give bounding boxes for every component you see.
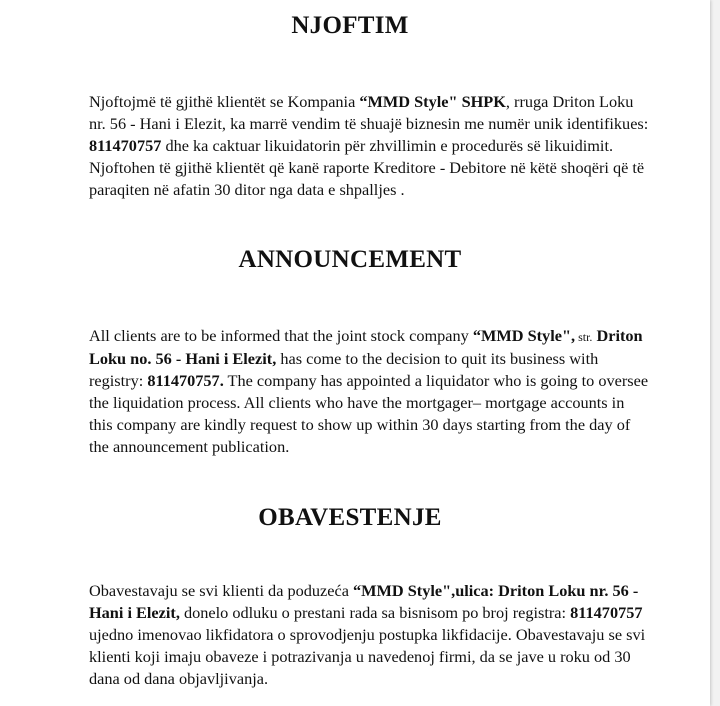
bold-text-run: “MMD Style" SHPK — [359, 92, 506, 111]
bold-text-run: “MMD Style",ulica: Driton Loku nr. 56 - Hani i Elezit, — [89, 581, 639, 622]
bold-text-run: 811470757. — [147, 371, 224, 390]
text-run: , rruga Driton Loku nr. 56 - Hani i Elezit, ka marrë vendim të shuajë biznesin me numër unik identifikues: — [89, 92, 649, 133]
paragraph-njoftim — [89, 91, 649, 201]
paragraph-obavestenje — [89, 580, 649, 690]
heading-announcement: ANNOUNCEMENT — [238, 246, 462, 273]
bold-text-run: Driton Loku no. 56 - Hani i Elezit, — [89, 326, 643, 368]
text-run: has come to the decision to quit its business with registry: — [89, 349, 599, 390]
text-run: ujedno imenovao likfidatora o sprovodjenju postupka likfidacije. Obavestavaju se svi klienti koji imaju obaveze i potrazivanja u navedenoj firmi, da se jave u roku od 30 dana od dana objavljivanja. — [89, 625, 646, 688]
text-run: donelo odluku o prestani rada sa bisnisom po broj registra: — [179, 603, 571, 622]
text-run: Obavestavaju se svi klienti da poduzeća — [89, 581, 354, 600]
bold-text-run: 811470757 — [89, 136, 162, 155]
text-run: Njoftojmë të gjithë klientët se Kompania — [89, 92, 360, 111]
text-run: All clients are to be informed that the joint stock company — [89, 326, 473, 345]
text-run: The company has appointed a liquidator who is going to oversee the liquidation process. All clients who have the mortgager– mortgage accounts in this company are kindly request to show up within 30 days starting from the day of the announcement publication. — [89, 371, 649, 456]
bold-text-run: “MMD Style", — [472, 326, 576, 345]
paragraph-announcement — [89, 325, 649, 458]
heading-njoftim: NJOFTIM — [291, 12, 409, 39]
heading-obavestenje: OBAVESTENJE — [258, 504, 442, 531]
text-run: str. — [575, 330, 593, 344]
bold-text-run: 811470757 — [570, 603, 643, 622]
text-run: dhe ka caktuar likuidatorin për zhvillimin e procedurës së likuidimit. Njoftohen të gjithë klientët që kanë raporte Kreditore - Debitore në këtë shoqëri që të paraqiten në afatin 30 ditor nga data e shpalljes . — [89, 136, 645, 199]
